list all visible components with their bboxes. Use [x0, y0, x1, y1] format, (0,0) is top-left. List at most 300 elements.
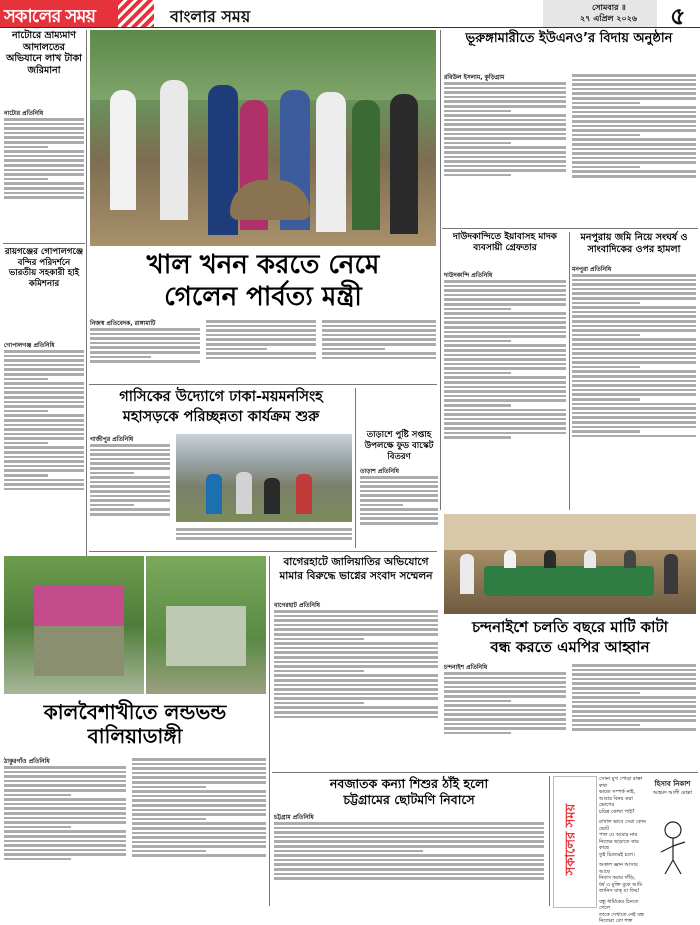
text-line	[444, 376, 566, 379]
tarash-headline: তাড়াশে পুষ্টি সপ্তাহ উপলক্ষে ফুড বাস্কেট বিতরণ	[364, 430, 434, 462]
text-line	[572, 79, 696, 82]
text-line	[4, 396, 84, 399]
poem-line: ধর্ষ এ মুক্তি বুকে আমি	[599, 881, 643, 888]
text-line	[274, 693, 438, 696]
text-line	[4, 451, 84, 454]
text-line	[4, 378, 48, 381]
text-line	[4, 359, 84, 362]
text-line	[322, 329, 436, 332]
text-line	[444, 280, 566, 283]
text-line	[444, 681, 566, 684]
text-line	[206, 334, 316, 337]
text-line	[274, 642, 438, 645]
poem	[599, 776, 647, 924]
page-number: ৫	[670, 2, 686, 30]
text-line	[90, 499, 170, 502]
chandanaish-headline-2: বন্ধ করতে এমপির আহ্বান	[490, 638, 650, 656]
text-line	[572, 416, 696, 419]
text-line	[274, 651, 438, 654]
text-line	[4, 127, 84, 130]
text-line	[206, 348, 267, 351]
text-line	[4, 775, 126, 778]
text-line	[572, 393, 696, 396]
daudkandi-body	[444, 278, 566, 510]
text-line	[4, 159, 84, 162]
text-line	[4, 146, 48, 149]
text-line	[444, 303, 566, 306]
divider	[272, 772, 698, 773]
text-line	[572, 343, 696, 346]
text-line	[444, 367, 566, 370]
poem-line: নিবাস করার দাঁড়ি,	[599, 875, 636, 881]
text-line	[444, 399, 566, 402]
text-line	[4, 178, 48, 181]
text-line	[274, 711, 438, 714]
text-line	[572, 687, 696, 690]
storm-headline-2: বালিয়াডাঙ্গী	[87, 724, 183, 748]
text-line	[360, 481, 438, 484]
text-line	[132, 827, 266, 830]
text-line	[572, 682, 696, 685]
poem-line: রাখাল ভাবে সেরা কোন ভোট	[599, 819, 646, 832]
text-line	[444, 704, 566, 707]
text-line	[572, 426, 696, 429]
text-line	[274, 850, 423, 853]
tarash-body	[360, 474, 438, 548]
text-line	[572, 292, 696, 295]
text-line	[4, 803, 126, 806]
text-line	[572, 692, 640, 695]
poem-line: জানিস যাক্ যা ফির!	[599, 888, 640, 894]
text-line	[274, 638, 364, 641]
text-line	[132, 822, 266, 825]
text-line	[4, 780, 126, 783]
text-line	[4, 187, 84, 190]
text-line	[274, 836, 544, 839]
text-line	[132, 776, 266, 779]
manpura-body	[572, 272, 696, 510]
divider	[89, 551, 437, 552]
column-box	[649, 776, 696, 906]
divider	[549, 776, 550, 906]
text-line	[206, 352, 316, 355]
text-line	[322, 352, 436, 355]
poem-line: বন্ধু ধার্মিকের চিনতে গেলে	[599, 898, 639, 911]
text-line	[444, 358, 566, 361]
text-line	[444, 123, 566, 126]
text-line	[444, 690, 566, 693]
text-line	[4, 164, 84, 167]
text-line	[132, 841, 266, 844]
text-line	[572, 696, 696, 699]
minister-photo	[90, 30, 436, 246]
text-line	[90, 485, 170, 488]
text-line	[132, 854, 266, 857]
text-line	[572, 389, 696, 392]
text-line	[4, 835, 126, 838]
text-line	[572, 129, 696, 132]
text-line	[4, 150, 84, 153]
divider	[89, 384, 437, 385]
text-line	[4, 192, 84, 195]
masthead-logo-text: সকালের সময়	[4, 6, 96, 27]
text-line	[132, 850, 206, 853]
text-line	[132, 781, 266, 784]
ad-logo-text: সকালের সময়	[563, 803, 579, 876]
text-line	[572, 161, 696, 164]
text-line	[274, 670, 364, 673]
text-line	[4, 849, 126, 852]
text-line	[274, 661, 438, 664]
text-line	[444, 413, 566, 416]
dhaka-road-headline-2: মহাসড়কে পরিচ্ছন্নতা কার্যক্রম শুরু	[122, 409, 320, 425]
text-line	[90, 476, 170, 479]
gopalganj-headline: রায়গঞ্জের গোপালগঞ্জে বন্দির পরিদর্শনে ভারতীয় সহকারী হাই কমিশনার	[4, 247, 84, 289]
divider	[86, 30, 87, 560]
text-line	[4, 433, 84, 436]
text-line	[444, 390, 566, 393]
text-line	[90, 333, 200, 336]
text-line	[360, 490, 438, 493]
text-line	[360, 485, 438, 488]
court-headline: নাটোরে ভ্রাম্যমাণ আদালতের অভিযানে লাখ টাকা জরিমানা	[6, 30, 82, 76]
unao-headline: ভূরুঙ্গামারীতে ইউএনও’র বিদায় অনুষ্ঠান	[465, 31, 673, 46]
text-line	[4, 350, 84, 353]
text-line	[444, 732, 511, 735]
text-line	[444, 114, 566, 117]
text-line	[274, 859, 544, 862]
text-line	[132, 832, 266, 835]
poem-line: সোনা মুখ পোড়া রাস্তা কথা	[599, 776, 643, 789]
text-line	[274, 831, 544, 834]
text-line	[132, 818, 206, 821]
gopalganj-body	[4, 348, 84, 558]
text-line	[4, 437, 84, 440]
text-line	[360, 494, 438, 497]
text-line	[572, 134, 640, 137]
text-line	[572, 407, 696, 410]
text-line	[572, 175, 696, 178]
text-line	[444, 713, 566, 716]
text-line	[444, 294, 566, 297]
text-line	[572, 435, 696, 438]
text-line	[132, 772, 266, 775]
text-line	[572, 421, 696, 424]
text-line	[572, 74, 696, 77]
text-line	[274, 854, 544, 857]
text-line	[4, 182, 84, 185]
text-line	[176, 533, 352, 536]
text-line	[444, 331, 566, 334]
text-line	[572, 375, 696, 378]
text-line	[572, 673, 696, 676]
text-line	[572, 715, 696, 718]
text-line	[444, 686, 566, 689]
divider	[269, 556, 270, 906]
text-line	[572, 352, 696, 355]
text-line	[90, 342, 200, 345]
text-line	[572, 102, 640, 105]
text-line	[4, 196, 84, 199]
text-line	[4, 387, 84, 390]
text-line	[90, 351, 200, 354]
section-title: বাংলার সময়	[170, 7, 251, 26]
text-line	[444, 672, 566, 675]
text-line	[132, 813, 266, 816]
text-line	[4, 155, 84, 158]
text-line	[206, 325, 316, 328]
text-line	[444, 165, 566, 168]
text-line	[360, 499, 438, 502]
minister-headline-1: খাল খনন করতে নেমে	[146, 250, 380, 280]
text-line	[360, 522, 438, 525]
text-line	[572, 297, 696, 300]
text-line	[274, 684, 438, 687]
text-line	[4, 169, 84, 172]
text-line	[572, 669, 696, 672]
text-line	[4, 460, 84, 463]
text-line	[274, 624, 438, 627]
chandanaish-body-col2	[572, 662, 696, 766]
text-line	[176, 537, 352, 540]
newborn-body	[274, 820, 544, 906]
text-line	[4, 474, 48, 477]
text-line	[572, 361, 696, 364]
text-line	[444, 128, 566, 131]
minister-body-col3	[322, 318, 436, 380]
text-line	[322, 343, 436, 346]
storm-body-col1	[4, 764, 126, 906]
text-line	[274, 665, 438, 668]
text-line	[274, 610, 438, 613]
text-line	[274, 868, 544, 871]
bagerhat-body	[274, 608, 438, 768]
text-line	[90, 449, 170, 452]
text-line	[572, 306, 696, 309]
date-line-2: ২৭ এপ্রিল ২০২৬	[580, 14, 638, 23]
manpura-byline: মনপুরা প্রতিনিধি	[572, 266, 612, 273]
text-line	[4, 766, 126, 769]
text-line	[132, 836, 266, 839]
text-line	[206, 343, 316, 346]
text-line	[132, 804, 266, 807]
text-line	[444, 326, 566, 329]
text-line	[206, 357, 316, 360]
text-line	[4, 364, 84, 367]
chandanaish-byline: চন্দনাইশ প্রতিনিধি	[444, 664, 488, 671]
text-line	[90, 356, 151, 359]
text-line	[572, 148, 696, 151]
text-line	[444, 723, 566, 726]
text-line	[4, 840, 126, 843]
text-line	[444, 422, 566, 425]
text-line	[274, 647, 438, 650]
text-line	[444, 298, 566, 301]
text-line	[4, 794, 71, 797]
text-line	[4, 132, 84, 135]
text-line	[572, 705, 696, 708]
text-line	[572, 334, 640, 337]
text-line	[4, 368, 84, 371]
text-line	[572, 88, 696, 91]
text-line	[444, 381, 566, 384]
minister-byline: নিজস্ব প্রতিবেদক, রাঙ্গামাটি	[90, 320, 156, 327]
text-line	[322, 338, 436, 341]
text-line	[444, 133, 566, 136]
text-line	[4, 853, 126, 856]
text-line	[90, 337, 200, 340]
text-line	[572, 370, 696, 373]
text-line	[444, 119, 566, 122]
text-line	[4, 826, 71, 829]
text-line	[444, 386, 566, 389]
text-line	[4, 858, 71, 861]
text-line	[176, 528, 352, 531]
text-line	[4, 405, 84, 408]
text-line	[4, 446, 84, 449]
ad-logo-panel	[553, 776, 597, 908]
text-line	[444, 174, 511, 177]
text-line	[90, 346, 200, 349]
text-line	[90, 462, 170, 465]
text-line	[360, 513, 438, 516]
text-line	[444, 418, 566, 421]
text-line	[4, 414, 84, 417]
text-line	[274, 688, 438, 691]
text-line	[444, 137, 566, 140]
text-line	[4, 456, 84, 459]
text-line	[274, 840, 544, 843]
text-line	[90, 472, 134, 475]
text-line	[572, 430, 640, 433]
court-byline: নাটোর প্রতিনিধি	[4, 110, 44, 117]
text-line	[572, 288, 696, 291]
text-line	[4, 784, 126, 787]
storm-body-col2	[132, 756, 266, 906]
gopalganj-byline: গোপালগঞ্জ প্রতিনিধি	[4, 342, 55, 349]
text-line	[4, 469, 84, 472]
text-line	[274, 615, 438, 618]
text-line	[206, 329, 316, 332]
text-line	[4, 419, 84, 422]
poem-line: নিজের ছাড়াতে কার কাছে	[599, 838, 639, 851]
text-line	[444, 289, 566, 292]
poem-line: অকাল জ্ঞান আসার আছে	[599, 862, 638, 875]
text-line	[444, 160, 566, 163]
text-line	[444, 700, 511, 703]
text-line	[572, 380, 696, 383]
text-line	[444, 349, 566, 352]
manpura-headline: মনপুরায় জমি নিয়ে সংঘর্ষ ও সাংবাদিকের ওপর হামলা	[580, 232, 688, 255]
text-line	[274, 633, 438, 636]
dhaka-road-body-col1	[90, 442, 170, 548]
text-line	[274, 674, 438, 677]
text-line	[4, 401, 84, 404]
text-line	[572, 111, 696, 114]
text-line	[4, 424, 84, 427]
text-line	[90, 360, 200, 363]
text-line	[4, 118, 84, 121]
text-line	[572, 320, 696, 323]
text-line	[572, 338, 696, 341]
unao-byline: রবিউল ইসলাম, কুড়িগ্রাম	[444, 74, 505, 81]
date-line-1: সোমবার ॥	[592, 3, 626, 12]
text-line	[572, 92, 696, 95]
text-line	[206, 338, 316, 341]
text-line	[444, 317, 566, 320]
daudkandi-headline: দাউদকান্দিতে ইয়াবাসহ মাদক ব্যবসায়ী গ্রেফতার	[453, 232, 557, 253]
masthead-logo	[0, 0, 118, 27]
text-line	[444, 363, 566, 366]
text-line	[360, 504, 403, 507]
daudkandi-byline: দাউদকান্দি প্রতিনিধি	[444, 272, 493, 279]
text-line	[572, 710, 696, 713]
text-line	[274, 716, 438, 719]
text-line	[444, 718, 566, 721]
text-line	[572, 701, 696, 704]
poem-line: তুই চিরতরই চলে।	[599, 851, 635, 858]
poem-line: নিজেরা তো শক্ত	[599, 918, 633, 924]
text-line	[4, 391, 84, 394]
dhaka-road-byline: গাজীপুর প্রতিনিধি	[90, 436, 134, 443]
text-line	[572, 398, 640, 401]
text-line	[572, 311, 696, 314]
text-line	[132, 763, 266, 766]
text-line	[444, 91, 566, 94]
bagerhat-byline: বাগেরহাট প্রতিনিধি	[274, 602, 321, 609]
poem-line: পাল যে আমার নাম	[599, 832, 638, 838]
text-line	[444, 87, 566, 90]
text-line	[4, 844, 126, 847]
text-line	[274, 628, 438, 631]
chandanaish-headline-1: চন্দনাইশে চলতি বছরে মাটি কাটা	[471, 618, 669, 636]
text-line	[444, 395, 566, 398]
text-line	[444, 432, 566, 435]
text-line	[572, 403, 696, 406]
text-line	[572, 115, 696, 118]
text-line	[4, 141, 84, 144]
column-title: হিসাব নিকাশ	[654, 780, 691, 788]
text-line	[4, 789, 126, 792]
text-line	[274, 706, 438, 709]
text-line	[572, 325, 696, 328]
column-author: আহমদ আলী মোল্লা	[652, 790, 693, 796]
cartoon-illustration	[653, 816, 693, 876]
text-line	[572, 412, 696, 415]
text-line	[572, 166, 640, 169]
text-line	[360, 476, 438, 479]
text-line	[444, 321, 566, 324]
minister-headline-2: গেলেন পার্বত্য মন্ত্রী	[164, 282, 362, 312]
text-line	[444, 427, 566, 430]
text-line	[4, 821, 126, 824]
text-line	[444, 727, 566, 730]
text-line	[360, 517, 438, 520]
poem-line: আবার বিনয় করা ভোগের	[599, 795, 633, 808]
text-line	[572, 120, 696, 123]
masthead-stripe	[118, 0, 154, 27]
text-line	[4, 123, 84, 126]
text-line	[444, 285, 566, 288]
newborn-byline: চট্টগ্রাম প্রতিনিধি	[274, 814, 314, 821]
text-line	[572, 274, 696, 277]
text-line	[444, 151, 566, 154]
text-line	[274, 822, 544, 825]
text-line	[572, 719, 696, 722]
text-line	[274, 656, 438, 659]
text-line	[274, 845, 544, 848]
text-line	[572, 97, 696, 100]
